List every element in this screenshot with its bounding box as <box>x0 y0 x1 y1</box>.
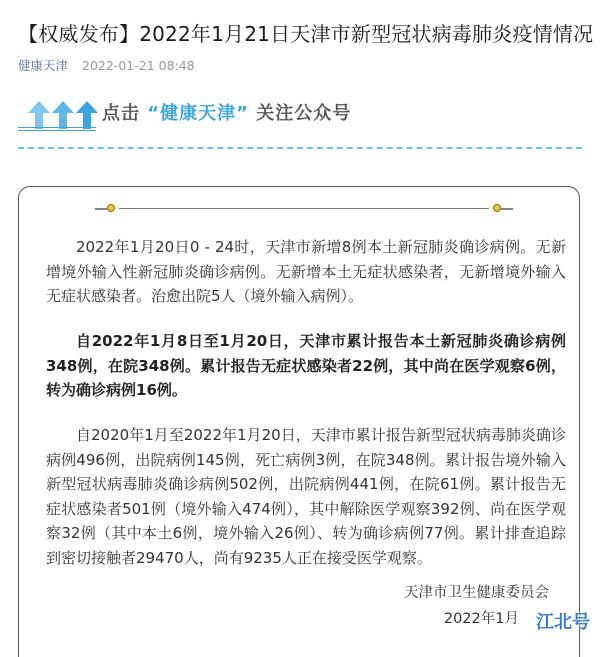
paragraph-local-total: 自2022年1月8日至1月20日，天津市累计报告本土新冠肺炎确诊病例348例，在院348例。累计报告无症状感染者22例，其中尚在医学观察6例，转为确诊病例16例。 <box>46 332 566 399</box>
divider-line <box>119 208 489 209</box>
follow-suffix: 关注公众号 <box>256 103 352 124</box>
account-name-link[interactable]: 健康天津 <box>18 58 69 73</box>
follow-prefix: 点击 <box>102 103 140 124</box>
follow-prompt[interactable] <box>102 103 351 125</box>
publish-date: 2022-01-21 08:48 <box>82 58 195 73</box>
paragraph-cumulative: 自2020年1月至2022年1月20日，天津市累计报告新型冠状病毒肺炎确诊病例496例，出院病例145例，死亡病例3例，在院348例。累计报告境外输入新型冠状病毒肺炎确诊病例502例，出院病例441例，在院61例。累计报告无症状感染者501例（境外输入474例），其中解除医学观察392例、尚在医学观察32例（其中本土6例，境外输入26例）、转为确诊病例77例。累计排查追踪到密切接触者29470人，尚有9235人正在接受医学观察。 <box>46 426 566 567</box>
signature: 天津市卫生健康委员会 <box>404 585 549 601</box>
arrow-up-icon <box>76 101 98 129</box>
arrow-up-icon <box>28 101 50 129</box>
paragraph-daily: 2022年1月20日0 - 24时，天津市新增8例本土新冠肺炎确诊病例。无新增境外输入性新冠肺炎确诊病例。无新增本土无症状感染者，无新增境外输入无症状感染者。治愈出院5人（境外输入病例）。 <box>46 238 566 305</box>
article-meta <box>18 58 195 74</box>
arrow-up-icon <box>52 101 74 129</box>
signature-date: 2022年1月 <box>443 611 519 627</box>
report-card <box>18 186 580 657</box>
article-title: 【权威发布】2022年1月21日天津市新型冠状病毒肺炎疫情情况 <box>18 22 594 46</box>
divider-segment <box>95 208 107 210</box>
follow-banner[interactable] <box>18 95 582 157</box>
arrow-underline <box>18 127 96 128</box>
arrow-underline <box>18 130 96 131</box>
divider-dot-icon <box>107 204 115 212</box>
decorative-divider <box>95 203 513 215</box>
watermark-logo: 江北号 <box>536 612 590 633</box>
follow-account-name: “健康天津” <box>147 103 249 124</box>
dashed-divider <box>18 147 582 149</box>
divider-segment <box>501 208 513 210</box>
divider-dot-icon <box>493 204 501 212</box>
